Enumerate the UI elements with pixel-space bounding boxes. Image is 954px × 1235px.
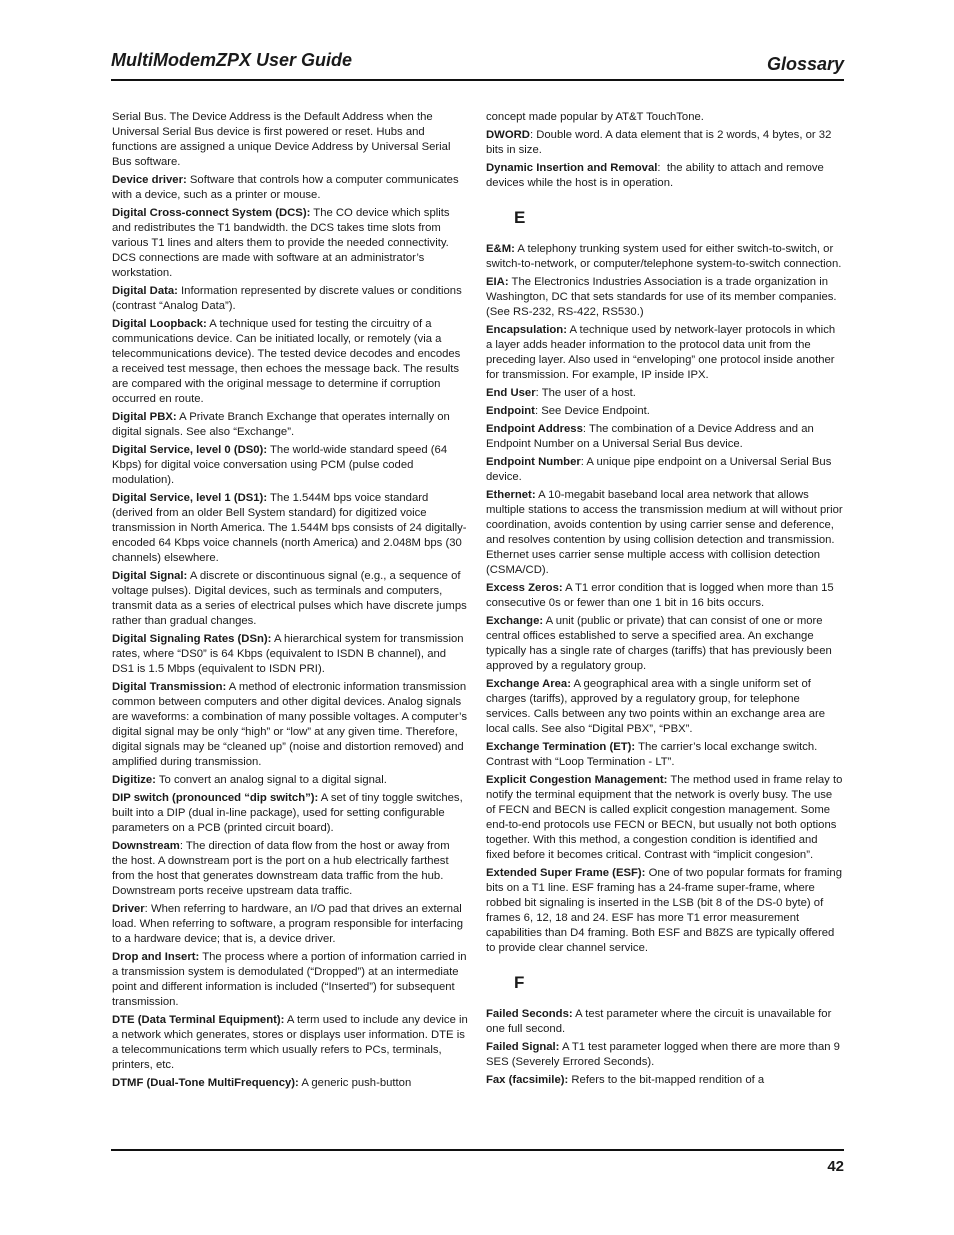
glossary-definition: A technique used for testing the circuitry of a communications device. Can be initiated locally, or remotely (via a telecommunications device). The tested device decodes and encodes a received test message, then echoes the message back. The results are compared with the original message to determine if corruption occurred en route. — [112, 318, 461, 405]
glossary-entry — [486, 455, 844, 485]
term-separator: : — [657, 162, 667, 174]
glossary-term: Endpoint Address — [486, 423, 583, 435]
term-separator: : — [535, 387, 542, 399]
glossary-term: Exchange Area: — [486, 678, 571, 690]
glossary-term: Digital Transmission: — [112, 681, 227, 693]
glossary-entry — [112, 839, 468, 899]
glossary-term: Downstream — [112, 840, 180, 852]
glossary-term: DTE (Data Terminal Equipment): — [112, 1014, 285, 1026]
glossary-term: Driver — [112, 903, 145, 915]
glossary-term: DTMF (Dual-Tone MultiFrequency): — [112, 1077, 299, 1089]
glossary-definition: The user of a host. — [541, 387, 636, 399]
glossary-entry — [112, 443, 468, 488]
glossary-definition: Refers to the bit-mapped rendition of a — [571, 1074, 765, 1086]
glossary-term: Device driver: — [112, 174, 187, 186]
section-title: Glossary — [766, 54, 844, 74]
glossary-entry — [486, 161, 844, 191]
glossary-entry — [486, 404, 844, 419]
glossary-entry — [486, 386, 844, 401]
glossary-entry — [112, 206, 468, 281]
term-separator: : — [529, 129, 537, 141]
glossary-term: Extended Super Frame (ESF): — [486, 867, 646, 879]
glossary-term: Endpoint — [486, 405, 535, 417]
glossary-definition: A geographical area with a single uniform set of charges (tariffs), approved by a regulatory group, for telephone services. Calls between any two points within an exchange area are local calls. See also “Digital PBX”, “PBX”. — [486, 678, 826, 735]
glossary-definition: See Device Endpoint. — [541, 405, 650, 417]
glossary-term: Ethernet: — [486, 489, 536, 501]
glossary-definition: The world-wide standard speed (64 Kbps) for digital voice conversation using PCM (pulse coded modulation). — [112, 444, 448, 486]
glossary-entry — [486, 1040, 844, 1070]
glossary-term: Excess Zeros: — [486, 582, 563, 594]
glossary-entry — [486, 242, 844, 272]
glossary-definition: A term used to include any device in a network which generates, stores or displays user information. DTE is a telecommunications term which usually refers to PCs, terminals, printers, etc. — [112, 1014, 468, 1071]
glossary-definition: A generic push-button — [301, 1077, 412, 1089]
term-separator: : — [144, 903, 151, 915]
glossary-entry — [486, 677, 844, 737]
glossary-definition: When referring to hardware, an I/O pad that drives an external load. When referring to software, a program responsible for interfacing to a hardware device; that is, a device driver. — [112, 903, 464, 945]
glossary-term: Failed Signal: — [486, 1041, 560, 1053]
glossary-entry — [112, 317, 468, 407]
term-separator: : — [534, 405, 542, 417]
glossary-definition: A T1 error condition that is logged when more than 15 consecutive 0s or fewer than one 1 bit in 16 bits occurs. — [486, 582, 834, 609]
glossary-term: Exchange Termination (ET): — [486, 741, 636, 753]
glossary-definition: The 1.544M bps voice standard (derived from an older Bell System standard) for digitized voice transmission in North America. The 1.544M bps consists of 24 digitally-encoded 64 Kbps voice channels (north America) and 2.048M bps (30 channels) elsewhere. — [112, 492, 467, 564]
glossary-entry — [112, 680, 468, 770]
glossary-definition: The direction of data flow from the host or away from the host. A downstream port is the port on a hub electrically farthest from the host that generates downstream data traffic from the hub. Downstream ports receive upstream data traffic. — [112, 840, 450, 897]
glossary-term: Exchange: — [486, 615, 544, 627]
glossary-entry — [112, 773, 468, 788]
glossary-entry — [486, 128, 844, 158]
glossary-definition: A method of electronic information transmission common between computers and other digital devices. Analog signals are waveforms: a combination of many possible voltages. A computer’s digital signal may be only “high” or “low” at any given time. Therefore, digital signals may be “cleaned up” (noise and distortion removed) and amplified during transmission. — [112, 681, 467, 768]
glossary-term: Failed Seconds: — [486, 1008, 573, 1020]
glossary-entry — [112, 632, 468, 677]
glossary-term: Digital Service, level 1 (DS1): — [112, 492, 268, 504]
glossary-definition: A test parameter where the circuit is unavailable for one full second. — [486, 1008, 832, 1035]
glossary-definition: A 10-megabit baseband local area network that allows multiple stations to access the transmission medium at will without prior coordination, avoids contention by using carrier sense and deference, and resolves contention by using collision detection and transmission. Ethernet uses carrier sense multiple access with collision detection (CSMA/CD). — [486, 489, 843, 576]
section-letter-e: E — [514, 208, 526, 227]
header-rule — [111, 79, 844, 81]
page-number: 42 — [827, 1158, 844, 1175]
glossary-definition: The CO device which splits and redistributes the T1 bandwidth. the DCS takes time slots from various T1 lines and alters them to provide the needed connectivity. DCS connections are made with software at an administrator’s workstation. — [112, 207, 450, 279]
glossary-term: End User — [486, 387, 536, 399]
glossary-entry — [112, 1013, 468, 1073]
glossary-entry — [112, 173, 468, 203]
glossary-definition: To convert an analog signal to a digital signal. — [158, 774, 387, 786]
glossary-term: Explicit Congestion Management: — [486, 774, 668, 786]
glossary-entry — [486, 422, 844, 452]
glossary-entry — [112, 1076, 468, 1091]
glossary-definition: One of two popular formats for framing bits on a T1 line. ESF framing has a 24-frame super-frame, where robbed bit signaling is inserted in the LSB (bit 8 of the DS-0 byte) of frames 6, 12, 18 and 24. ESF has more T1 error measurement capabilities than D4 framing. Both ESF and B8ZS are typically offered to provide clear channel service. — [486, 867, 842, 954]
glossary-definition: A hierarchical system for transmission rates, where “DS0” is 64 Kbps (equivalent to ISDN B channel), and DS1 is 1.5 Mbps (equivalent to ISDN PRI). — [112, 633, 464, 675]
glossary-definition: A technique used by network-layer protocols in which a layer adds header information to the protocol data unit from the preceding layer. Also used in “enveloping” one protocol inside another for transmission. For example, IP inside IPX. — [486, 324, 836, 381]
glossary-definition: Serial Bus. The Device Address is the Default Address when the Universal Serial Bus device is first powered or reset. Hubs and functions are assigned a unique Device Address by Universal Serial Bus software. — [112, 111, 451, 168]
term-separator: : — [580, 456, 587, 468]
glossary-term: EIA: — [486, 276, 509, 288]
glossary-term: Digital Signaling Rates (DSn): — [112, 633, 272, 645]
glossary-term: Digital Loopback: — [112, 318, 207, 330]
glossary-definition: A discrete or discontinuous signal (e.g., a sequence of voltage pulses). Digital devices, such as terminals and computers, transmit data as a series of electrical pulses which have discrete jumps rather than gradual changes. — [112, 570, 467, 627]
glossary-definition: A set of tiny toggle switches, built into a DIP (dual in-line package), used for setting configurable parameters on a PCB (printed circuit board). — [112, 792, 463, 834]
glossary-definition: A T1 test parameter logged when there are more than 9 SES (Severely Errored Seconds). — [486, 1041, 840, 1068]
glossary-entry — [486, 581, 844, 611]
glossary-entry — [486, 110, 844, 125]
glossary-entry — [112, 110, 468, 170]
document-title: MultiModemZPX User Guide — [111, 50, 353, 70]
glossary-definition: concept made popular by AT&T TouchTone. — [486, 111, 704, 123]
glossary-definition: The combination of a Device Address and an Endpoint Number on a Universal Serial Bus device. — [486, 423, 814, 450]
glossary-entry — [112, 950, 468, 1010]
term-separator: : — [179, 840, 186, 852]
section-f-entries — [486, 1007, 844, 1088]
glossary-entry — [486, 1007, 844, 1037]
glossary-term: Digital Signal: — [112, 570, 188, 582]
glossary-entry — [112, 791, 468, 836]
glossary-term: Digitize: — [112, 774, 156, 786]
section-letter-f: F — [514, 973, 525, 992]
glossary-definition: A Private Branch Exchange that operates internally on digital signals. See also “Exchange”. — [112, 411, 450, 438]
glossary-entry — [112, 284, 468, 314]
glossary-definition: Information represented by discrete values or conditions (contrast “Analog Data”). — [112, 285, 462, 312]
glossary-term: Dynamic Insertion and Removal — [486, 162, 658, 174]
footer-rule — [111, 1149, 844, 1151]
page-header — [111, 48, 844, 78]
right-column — [486, 110, 844, 1091]
glossary-term: E&M: — [486, 243, 515, 255]
glossary-term: Digital PBX: — [112, 411, 177, 423]
glossary-entry — [112, 569, 468, 629]
section-e-entries — [486, 242, 844, 956]
glossary-entry — [486, 866, 844, 956]
left-column — [112, 110, 468, 1094]
glossary-term: DIP switch (pronounced “dip switch”): — [112, 792, 319, 804]
glossary-term: Digital Data: — [112, 285, 178, 297]
glossary-term: Drop and Insert: — [112, 951, 200, 963]
glossary-term: Encapsulation: — [486, 324, 567, 336]
glossary-definition: A unique pipe endpoint on a Universal Serial Bus device. — [486, 456, 832, 483]
glossary-entry — [486, 488, 844, 578]
glossary-definition: A unit (public or private) that can consist of one or more central offices established to serve a specified area. An exchange typically has a single rate of charges (tariffs) that has previously been approved by a regulatory group. — [486, 615, 832, 672]
glossary-term: Fax (facsimile): — [486, 1074, 569, 1086]
glossary-definition: The carrier’s local exchange switch. Contrast with “Loop Termination - LT”. — [486, 741, 818, 768]
glossary-term: DWORD — [486, 129, 530, 141]
glossary-entry — [112, 491, 468, 566]
glossary-entry — [486, 773, 844, 863]
glossary-entry — [486, 1073, 844, 1088]
glossary-definition: The method used in frame relay to notify the terminal equipment that the network is overly busy. The use of FECN and BECN is called explicit congestion management. Some end-to-end protocols use FECN or BECN, but usually not both options together. With this method, a congestion condition is identified and fixed before it becomes critical. Contrast with “implicit congesion”. — [486, 774, 843, 861]
glossary-entry — [486, 323, 844, 383]
term-separator: : — [582, 423, 589, 435]
glossary-definition: Software that controls how a computer communicates with a device, such as a printer or mouse. — [112, 174, 459, 201]
glossary-term: Digital Service, level 0 (DS0): — [112, 444, 268, 456]
glossary-entry — [112, 410, 468, 440]
glossary-definition: the ability to attach and remove devices while the host is in operation. — [486, 162, 824, 189]
glossary-definition: A telephony trunking system used for either switch-to-switch, or switch-to-network, or computer/telephone system-to-switch connection. — [486, 243, 842, 270]
glossary-entry — [486, 614, 844, 674]
glossary-entry — [112, 902, 468, 947]
right-column-top — [486, 110, 844, 191]
glossary-definition: The Electronics Industries Association is a trade organization in Washington, DC that sets standards for use of its member companies. (See RS-232, RS-422, RS530.) — [486, 276, 837, 318]
glossary-definition: The process where a portion of information carried in a transmission system is demodulated (“Dropped”) at an intermediate point and different information is included (“Inserted”) for subsequent transmission. — [112, 951, 467, 1008]
glossary-term: Digital Cross-connect System (DCS): — [112, 207, 311, 219]
glossary-term: Endpoint Number — [486, 456, 581, 468]
glossary-entry — [486, 275, 844, 320]
glossary-definition: Double word. A data element that is 2 words, 4 bytes, or 32 bits in size. — [486, 129, 832, 156]
glossary-entry — [486, 740, 844, 770]
